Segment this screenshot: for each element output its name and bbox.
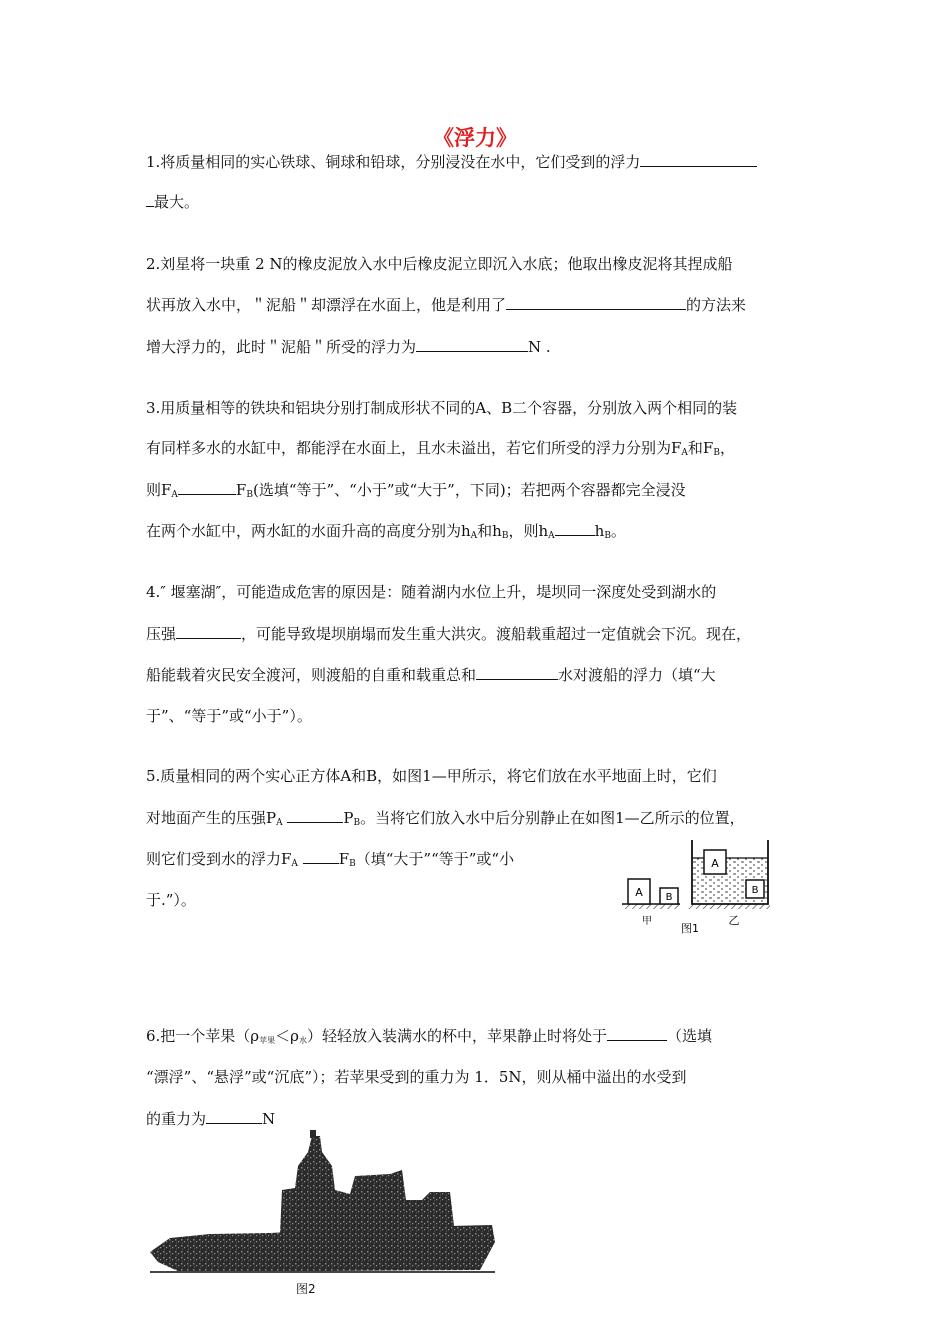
q4-line-3: 船能载着灾民安全渡河，则渡船的自重和载重总和 水对渡船的浮力（填“大 [146,666,716,684]
q1-line-1: 1.将质量相同的实心铁球、铜球和铅球，分别浸没在水中，它们受到的浮力 [146,152,757,172]
cube-a-label-yi: A [711,857,719,870]
q2-method-blank[interactable] [506,295,686,310]
label-yi: 乙 [728,914,740,927]
figure-2-ship [150,1130,500,1280]
ship-hull [150,1225,495,1272]
q3-line-2: 有同样多水的水缸中，都能浮在水面上，且水未溢出，若它们所受的浮力分别为$F_A$和$F_B$， [146,439,735,458]
q4-pressure-blank[interactable] [176,624,241,639]
q2-line-1: 2.刘星将一块重 2 N的橡皮泥放入水中后橡皮泥立即沉入水底；他取出橡皮泥将其捏成船 [146,255,733,273]
q5-line-4: 于.”）。 [146,891,196,909]
q5-pressure-blank[interactable] [287,808,343,823]
q6-line-3: 的重力为 N [146,1110,276,1128]
q4-line-4: 于”、“等于”或“小于”）。 [146,707,312,725]
cube-a-label-jia: A [635,886,643,899]
q3-force-compare-blank[interactable] [178,480,236,495]
q3-line-3: 则$F_A$ $F_B$(选填“等于”、“小于”或“大于”，下同)；若把两个容器都完全浸没 [146,481,686,500]
cube-b-label-jia: B [665,892,673,903]
label-jia: 甲 [642,916,652,927]
q3-line-1: 3.用质量相等的铁块和铝块分别打制成形状不同的A、B二个容器，分别放入两个相同的装 [146,399,738,417]
q4-compare-blank[interactable] [476,665,558,680]
q2-line-2: 状再放入水中，＂泥船＂却漂浮在水面上，他是利用了 的方法来 [146,296,747,314]
q6-weight-blank[interactable] [206,1109,262,1124]
q2-buoyancy-blank[interactable] [416,337,528,352]
cube-b-label-yi: B [751,885,759,896]
q3-line-4: 在两个水缸中，两水缸的水面升高的高度分别为$h_A$和$h_B$，则$h_A$ $h_B$。 [146,522,626,541]
figure-2-caption: 图2 [296,1282,316,1296]
q1-line-2: 最大。 [146,192,199,212]
ship-mast [310,1130,316,1138]
q5-line-3: 则它们受到水的浮力$F_A$ $F_B$（填“大于”“等于”或“小 [146,850,515,869]
page-title: 《浮力》 [433,126,517,150]
q6-line-2: “漂浮”、“悬浮”或“沉底”）；若苹果受到的重力为 1．5N，则从桶中溢出的水受到 [146,1068,687,1086]
q4-line-1: 4.″ 堰塞湖″，可能造成危害的原因是：随着湖内水位上升，堤坝同一深度处受到湖水的 [146,583,717,601]
ship-superstructure [280,1136,454,1234]
q5-buoyancy-blank[interactable] [303,849,339,864]
q2-line-3: 增大浮力的，此时＂泥船＂所受的浮力为 N . [146,338,551,356]
q1-answer-blank[interactable] [640,152,757,167]
figure-1 [620,836,772,936]
q4-line-2: 压强 ，可能导致堤坝崩塌而发生重大洪灾。渡船载重超过一定值就会下沉。现在， [146,625,752,643]
q1-answer-blank-cont[interactable] [146,192,154,207]
q3-height-compare-blank[interactable] [555,521,595,536]
q6-line-1: 6.把一个苹果（ρ苹果＜ρ水）轻轻放入装满水的杯中，苹果静止时将处于 （选填 [146,1027,712,1045]
q5-line-2: 对地面产生的压强$P_A$ $P_B$。当将它们放入水中后分别静止在如图1—乙所示的位置， [146,809,745,828]
q6-state-blank[interactable] [607,1026,667,1041]
q5-line-1: 5.质量相同的两个实心正方体A和B，如图1—甲所示，将它们放在水平地面上时，它们 [146,767,717,785]
figure-1-caption: 图1 [681,922,699,935]
